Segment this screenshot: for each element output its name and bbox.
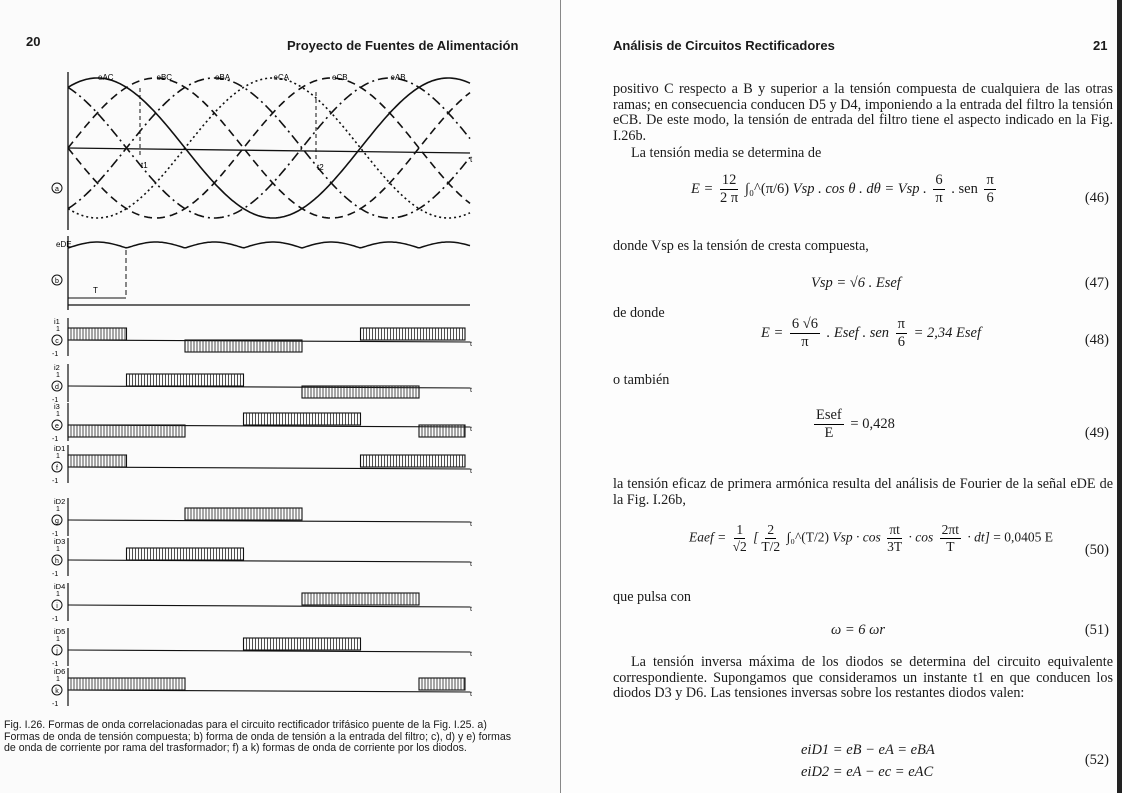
tick-label: 1 xyxy=(56,546,60,553)
tick-label: 1 xyxy=(56,411,60,418)
tick-label: -1 xyxy=(52,478,59,485)
equation-number: (46) xyxy=(1084,190,1109,206)
axis-label: t xyxy=(470,155,473,164)
waveform-eAC xyxy=(68,78,470,218)
page-number: 20 xyxy=(26,34,41,49)
panel-letter: b xyxy=(55,278,59,285)
tick-label: -1 xyxy=(52,701,59,708)
axis-label: t xyxy=(470,561,472,568)
trace-label: iD1 xyxy=(54,444,66,453)
axis-label: t xyxy=(470,387,472,394)
tick-label: -1 xyxy=(52,436,59,443)
waveform-eBA xyxy=(68,78,470,218)
current-pulse xyxy=(244,638,361,650)
figure-caption: Fig. I.26. Formas de onda correlacionadas para el circuito rectificador trifásico puente de la Fig. I.25. a) Formas de onda de tensión compuesta; b) forma de onda de tensión a la entrada del filtro; c), d) y e) formas de onda de corriente por rama del trasformador; f) a k) formas de onda de corriente por los diodos. xyxy=(4,719,512,754)
equation-48: E = $\frac{6 √6}{\pi}$ . Esef . sen $\frac{\pi}{6}$ = 2,34 Esef xyxy=(761,316,981,350)
period-label: T xyxy=(93,286,98,295)
paragraph: la tensión eficaz de primera armónica resulta del análisis de Fourier de la señal eDE de la Fig. I.26b, xyxy=(613,476,1113,508)
current-pulse xyxy=(185,508,302,520)
axis-label: t xyxy=(470,426,472,433)
equation-number: (49) xyxy=(1084,425,1109,441)
equation-46: E = $\frac{12}{2 \pi}$ ∫₀^(π/6) Vsp . cos θ . dθ = Vsp . $\frac{6}{\pi}$ . sen $\frac{\pi}{6}$ xyxy=(691,172,994,206)
panel-letter: k xyxy=(55,688,59,695)
trace-label: i1 xyxy=(54,317,60,326)
equation-49: $\frac{\text{Esef}}{E}$ = 0,428 xyxy=(816,407,895,441)
equation-52-line1: eiD1 = eB − eA = eBA xyxy=(801,742,935,758)
tick-label: 1 xyxy=(56,591,60,598)
waveform-eBC xyxy=(68,78,470,218)
axis-label: eDE xyxy=(56,240,72,249)
page-number: 21 xyxy=(1093,38,1108,53)
equation-52-line2: eiD2 = eA − ec = eAC xyxy=(801,764,934,780)
current-pulse xyxy=(127,374,244,386)
axis-label: t xyxy=(470,341,472,348)
axis-label: t xyxy=(470,468,472,475)
left-page xyxy=(0,0,560,793)
trace-label: iD2 xyxy=(54,497,66,506)
equation-50: Eaef = $\frac{1}{√2}$ [ $\frac{2}{T/2}$ ∫₀^(T/2) Vsp · cos $\frac{\pi t}{3T}$ · cos $\frac{2\pi t}{T}$ · dt] = 0,0405 E xyxy=(689,522,1054,554)
panel-letter: d xyxy=(55,384,59,391)
scan-edge xyxy=(1117,0,1122,793)
panel-letter: g xyxy=(55,518,59,525)
equation-number: (50) xyxy=(1084,542,1109,558)
current-pulse xyxy=(68,678,185,690)
panel-letter: f xyxy=(56,465,58,472)
panel-letter: e xyxy=(55,423,59,430)
current-pulse xyxy=(127,548,244,560)
current-pulse xyxy=(361,455,466,467)
paragraph: positivo C respecto a B y superior a la tensión compuesta de cualquiera de las otras ramas; en consecuencia conducen D5 y D4, imponiendo a la entrada del filtro la tensión eCB. De este modo, la tensión de entrada del filtro tiene el aspecto indicado en la Fig. I.26b. xyxy=(613,81,1113,144)
curve-label: eAB xyxy=(390,73,406,82)
trace-label: iD4 xyxy=(54,582,66,591)
tick-label: 1 xyxy=(56,372,60,379)
equation-number: (48) xyxy=(1084,332,1109,348)
equation-number: (51) xyxy=(1084,622,1109,638)
running-head: Análisis de Circuitos Rectificadores xyxy=(613,38,835,53)
axis-label: t xyxy=(470,691,472,698)
paragraph: donde Vsp es la tensión de cresta compuesta, xyxy=(613,238,869,254)
panel-letter: a xyxy=(55,186,59,193)
curve-label: eBA xyxy=(215,73,231,82)
axis-label: t xyxy=(470,606,472,613)
current-pulse xyxy=(361,328,466,340)
curve-label: eCA xyxy=(273,73,290,82)
paragraph: La tensión inversa máxima de los diodos se determina del circuito equivalente correspondiente. Supongamos que consideramos un instante t1 en que conducen los diodos D3 y D6. Las tensiones inversas sobre los restantes diodos valen: xyxy=(613,654,1113,701)
panel-letter: j xyxy=(56,648,58,655)
right-page xyxy=(560,0,1122,793)
paragraph: que pulsa con xyxy=(613,589,692,605)
paragraph: de donde xyxy=(613,305,665,321)
panel-letter: i xyxy=(56,603,58,610)
waveform-eCA xyxy=(68,78,470,218)
instant-label: t1 xyxy=(141,161,148,170)
axis-label: t xyxy=(470,651,472,658)
curve-label: eCB xyxy=(332,73,348,82)
trace-label: iD3 xyxy=(54,537,66,546)
equation-47: Vsp = √6 . Esef xyxy=(811,275,901,291)
trace-label: i3 xyxy=(54,402,60,411)
current-pulse xyxy=(185,340,302,352)
tick-label: 1 xyxy=(56,636,60,643)
current-pulse xyxy=(302,593,419,605)
trace-label: iD6 xyxy=(54,667,66,676)
curve-label: eBC xyxy=(156,73,173,82)
tick-label: -1 xyxy=(52,397,59,404)
waveform-eDE xyxy=(68,242,470,248)
tick-label: -1 xyxy=(52,661,59,668)
equation-51: ω = 6 ωr xyxy=(831,622,886,638)
running-head: Proyecto de Fuentes de Alimentación xyxy=(287,38,519,53)
paragraph: La tensión media se determina de xyxy=(631,145,822,161)
tick-label: 1 xyxy=(56,453,60,460)
equation-number: (52) xyxy=(1084,752,1109,768)
panel-letter: c xyxy=(55,338,59,345)
trace-label: i2 xyxy=(54,363,60,372)
tick-label: -1 xyxy=(52,616,59,623)
waveform-figure xyxy=(0,0,560,720)
tick-label: 1 xyxy=(56,676,60,683)
panel-letter: h xyxy=(55,558,59,565)
axis-label: t xyxy=(470,521,472,528)
paragraph: o también xyxy=(613,372,670,388)
waveform-eAB xyxy=(68,78,470,218)
tick-label: -1 xyxy=(52,571,59,578)
current-pulse xyxy=(244,413,361,425)
curve-label: eAC xyxy=(98,73,114,82)
instant-label: t2 xyxy=(317,163,324,172)
tick-label: 1 xyxy=(56,506,60,513)
tick-label: -1 xyxy=(52,351,59,358)
tick-label: -1 xyxy=(52,531,59,538)
waveform-eCB xyxy=(68,78,470,218)
trace-label: iD5 xyxy=(54,627,66,636)
equation-number: (47) xyxy=(1084,275,1109,291)
current-pulse xyxy=(68,425,185,437)
tick-label: 1 xyxy=(56,326,60,333)
